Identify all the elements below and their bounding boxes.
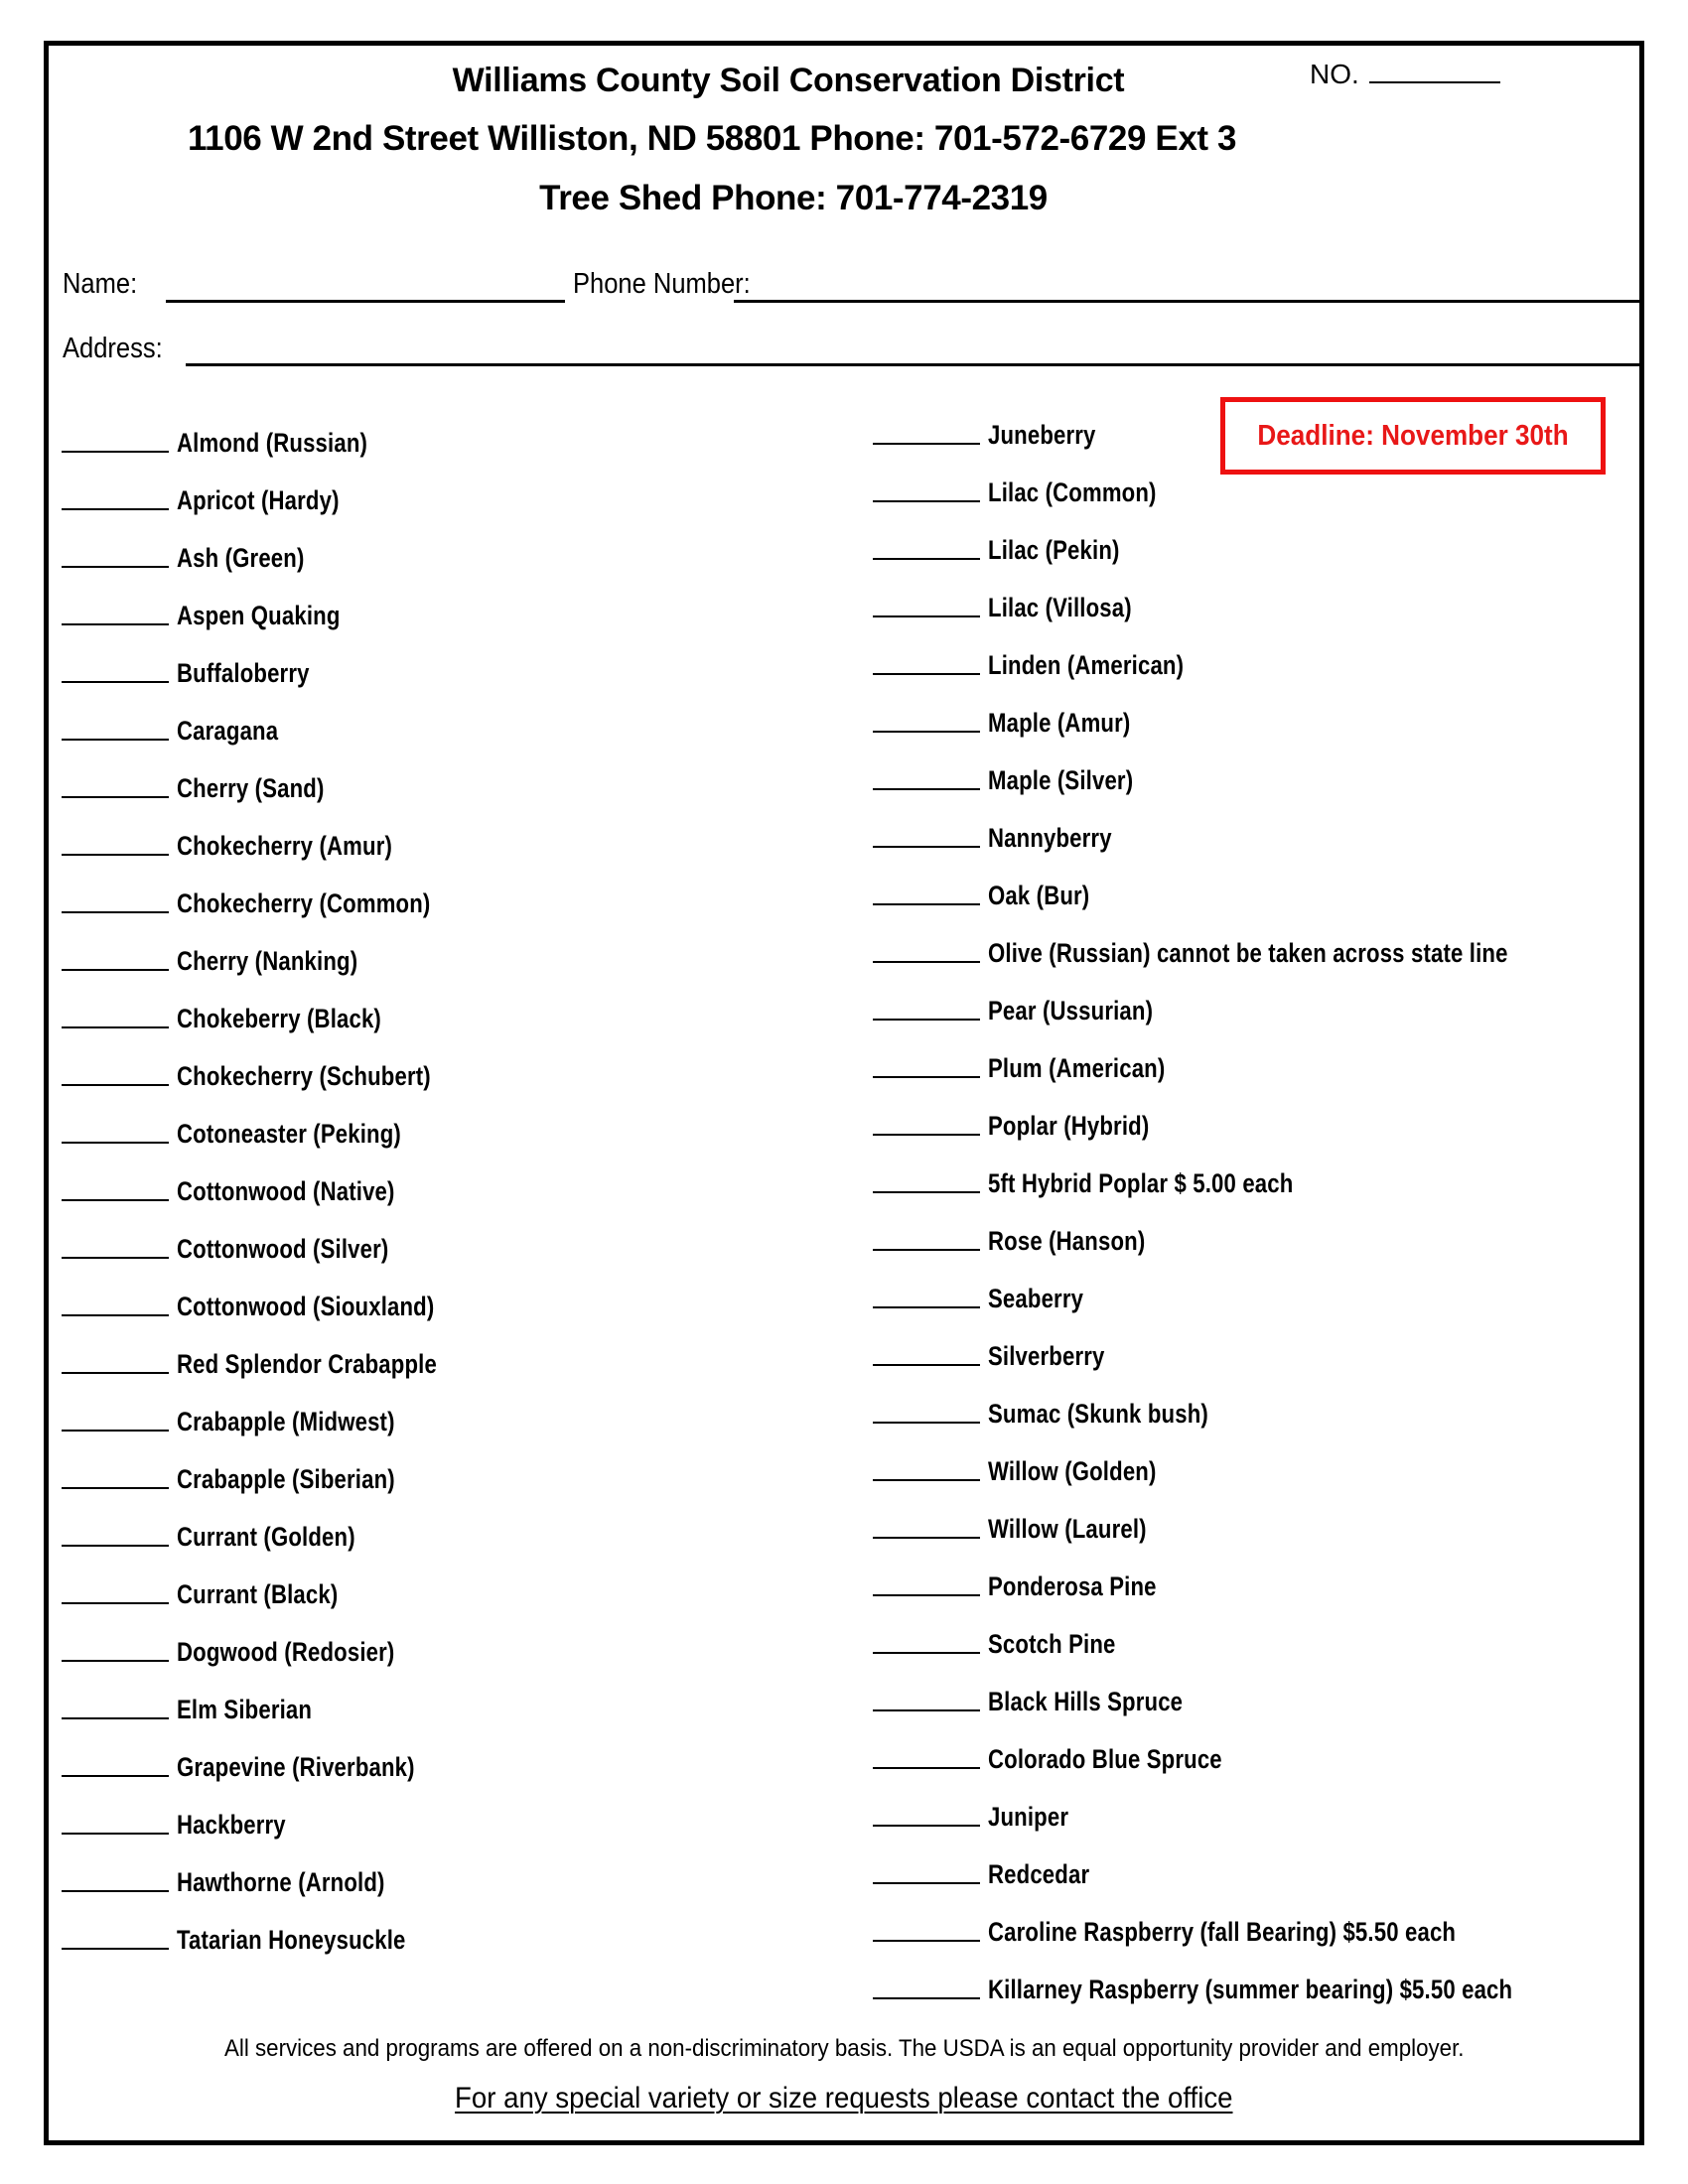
list-item [873,411,1119,451]
quantity-field[interactable] [873,1076,980,1078]
quantity-field[interactable] [873,788,980,790]
quantity-field[interactable] [873,1767,980,1769]
tree-shed-phone: Tree Shed Phone: 701-774-2319 [539,179,1048,217]
deadline-text: Deadline: November 30th [1257,419,1569,452]
list-item [62,880,487,919]
list-item [873,699,1162,739]
quantity-field[interactable] [62,681,169,683]
quantity-field[interactable] [62,1775,169,1777]
item-label: Lilac (Villosa) [988,593,1132,622]
list-item [62,534,333,574]
item-label: Redcedar [988,1859,1090,1889]
quantity-field[interactable] [873,615,980,617]
item-label: Hawthorne (Arnold) [177,1867,385,1897]
item-label: Cherry (Nanking) [177,946,358,976]
item-label: Chokecherry (Schubert) [177,1061,431,1091]
item-label: Sumac (Skunk bush) [988,1399,1208,1429]
list-item [873,814,1139,854]
list-item [873,1102,1185,1142]
quantity-field[interactable] [873,1594,980,1596]
item-label: Pear (Ussurian) [988,996,1154,1025]
item-label: Currant (Golden) [177,1522,355,1552]
item-label: Willow (Golden) [988,1456,1157,1486]
list-item [62,1858,431,1898]
address-field[interactable] [186,363,1641,366]
quantity-field[interactable] [873,1825,980,1827]
item-label: Chokeberry (Black) [177,1004,381,1033]
quantity-field[interactable] [62,1717,169,1719]
item-label: Almond (Russian) [177,428,368,458]
quantity-field[interactable] [873,558,980,560]
quantity-field[interactable] [873,1019,980,1021]
quantity-field[interactable] [873,1306,980,1308]
quantity-field[interactable] [62,1545,169,1547]
item-label: Poplar (Hybrid) [988,1111,1150,1141]
list-item [62,1167,443,1207]
quantity-field[interactable] [62,1257,169,1259]
item-label: Olive (Russian) cannot be taken across state line [988,938,1508,968]
item-label: Lilac (Common) [988,478,1157,507]
item-label: Tatarian Honeysuckle [177,1925,406,1955]
address-label: Address: [63,333,163,364]
list-item [873,1505,1182,1545]
quantity-field[interactable] [873,1882,980,1884]
list-item [873,1563,1194,1602]
name-field[interactable] [166,300,565,303]
item-label: Oak (Bur) [988,881,1090,910]
item-label: Cotoneaster (Peking) [177,1119,401,1149]
list-item [62,477,375,516]
order-form [44,41,1644,2145]
quantity-field[interactable] [62,911,169,913]
item-label: Killarney Raspberry (summer bearing) $5.50 each [988,1975,1513,2004]
list-item [62,1686,342,1725]
item-label: Ash (Green) [177,543,305,573]
quantity-field[interactable] [873,1364,980,1366]
special-requests-note [49,2082,1639,2116]
quantity-field[interactable] [62,566,169,568]
quantity-field[interactable] [62,1199,169,1201]
quantity-field[interactable] [873,961,980,963]
item-label: Plum (American) [988,1053,1166,1083]
list-item [62,419,409,459]
item-label: Caragana [177,716,279,746]
list-item [873,1332,1130,1372]
item-label: Linden (American) [988,650,1185,680]
list-item [62,592,376,631]
list-item [873,1908,1559,1948]
item-label: Crabapple (Siberian) [177,1464,395,1494]
item-label: Chokecherry (Common) [177,888,431,918]
list-item [873,756,1165,796]
quantity-field[interactable] [873,1191,980,1193]
list-item [62,1283,491,1322]
name-label: Name: [63,268,138,300]
list-item [873,1966,1627,2005]
list-item [62,707,301,747]
quantity-field[interactable] [62,1026,169,1028]
item-label: Elm Siberian [177,1695,313,1724]
quantity-field[interactable] [62,1660,169,1662]
list-item [62,1455,443,1495]
quantity-field[interactable] [62,739,169,741]
quantity-field[interactable] [62,1084,169,1086]
list-item [873,526,1149,566]
quantity-field[interactable] [62,451,169,453]
quantity-field[interactable] [62,1833,169,1835]
list-item [62,1340,493,1380]
quantity-field[interactable] [873,731,980,733]
quantity-field[interactable] [873,1537,980,1539]
item-label: Apricot (Hardy) [177,485,340,515]
item-label: Cherry (Sand) [177,773,325,803]
special-requests-text: For any special variety or size requests please contact the office [455,2082,1233,2115]
list-item [873,1390,1257,1430]
form-number [1310,59,1500,90]
list-item [873,1735,1274,1775]
quantity-field[interactable] [62,1948,169,1950]
form-number-field[interactable] [1369,62,1500,83]
eeo-statement [49,2035,1639,2063]
item-label: Black Hills Spruce [988,1687,1184,1716]
list-item [873,1217,1180,1257]
list-item [873,1678,1225,1717]
list-item [873,641,1226,681]
list-item [873,584,1164,623]
item-label: Lilac (Pekin) [988,535,1120,565]
form-number-label: NO. [1310,59,1359,89]
quantity-field[interactable] [62,623,169,625]
list-item [62,1398,443,1437]
list-item [62,1052,487,1092]
list-item [62,1801,310,1841]
district-title: Williams County Soil Conservation District [452,62,1125,99]
item-label: Dogwood (Redosier) [177,1637,395,1667]
list-item [873,929,1622,969]
item-label: Cottonwood (Silver) [177,1234,389,1264]
phone-field[interactable] [734,300,1641,303]
quantity-field[interactable] [873,443,980,445]
list-item [62,1110,451,1150]
quantity-field[interactable] [62,1372,169,1374]
item-label: Red Splendor Crabapple [177,1349,437,1379]
item-label: Caroline Raspberry (fall Bearing) $5.50 each [988,1917,1457,1947]
quantity-field[interactable] [62,1314,169,1316]
list-item [873,1160,1360,1199]
quantity-field[interactable] [62,1602,169,1604]
phone-label: Phone Number: [573,268,751,300]
list-item [62,1628,443,1668]
quantity-field[interactable] [873,1997,980,1999]
item-label: Juneberry [988,420,1096,450]
quantity-field[interactable] [62,1142,169,1144]
list-item [873,872,1112,911]
list-item [62,1916,456,1956]
item-label: Aspen Quaking [177,601,341,630]
item-label: Willow (Laurel) [988,1514,1147,1544]
list-item [62,822,440,862]
list-item [62,649,339,689]
item-label: Rose (Hanson) [988,1226,1146,1256]
item-label: Maple (Silver) [988,765,1134,795]
quantity-field[interactable] [873,846,980,848]
quantity-field[interactable] [873,1709,980,1711]
list-item [62,937,397,977]
quantity-field[interactable] [873,1422,980,1424]
quantity-field[interactable] [62,854,169,856]
item-label: Chokecherry (Amur) [177,831,393,861]
list-item [873,1447,1194,1487]
list-item [62,1225,435,1265]
quantity-field[interactable] [873,1940,980,1942]
eeo-statement-text: All services and programs are offered on a non-discriminatory basis. The USDA is an equal opportunity provider and employer. [223,2035,1465,2062]
item-label: Maple (Amur) [988,708,1131,738]
item-label: Ponderosa Pine [988,1571,1157,1601]
deadline-notice [1220,397,1606,475]
item-label: Nannyberry [988,823,1112,853]
item-label: Colorado Blue Spruce [988,1744,1222,1774]
list-item [873,1850,1112,1890]
quantity-field[interactable] [873,500,980,502]
item-label: Currant (Black) [177,1579,339,1609]
quantity-field[interactable] [62,508,169,510]
quantity-field[interactable] [873,1134,980,1136]
list-item [62,1743,467,1783]
item-label: Scotch Pine [988,1629,1116,1659]
list-item [873,1275,1104,1314]
list-item [873,1793,1086,1833]
item-label: 5ft Hybrid Poplar $ 5.00 each [988,1168,1294,1198]
item-label: Buffaloberry [177,658,310,688]
item-label: Silverberry [988,1341,1105,1371]
item-label: Juniper [988,1802,1069,1832]
quantity-field[interactable] [62,969,169,971]
office-address: 1106 W 2nd Street Williston, ND 58801 Phone: 701-572-6729 Ext 3 [188,119,1237,158]
list-item [62,1513,394,1553]
list-item [873,1620,1144,1660]
quantity-field[interactable] [873,1479,980,1481]
list-item [62,764,356,804]
list-item [62,995,426,1034]
item-label: Hackberry [177,1810,286,1840]
quantity-field[interactable] [62,796,169,798]
quantity-field[interactable] [873,903,980,905]
item-label: Cottonwood (Siouxland) [177,1292,435,1321]
item-label: Seaberry [988,1284,1084,1313]
list-item [873,987,1190,1026]
item-label: Crabapple (Midwest) [177,1407,395,1436]
item-label: Grapevine (Riverbank) [177,1752,415,1782]
quantity-field[interactable] [62,1487,169,1489]
quantity-field[interactable] [873,1652,980,1654]
list-item [62,1570,373,1610]
quantity-field[interactable] [873,673,980,675]
list-item [873,469,1194,508]
quantity-field[interactable] [62,1430,169,1432]
quantity-field[interactable] [62,1890,169,1892]
item-label: Cottonwood (Native) [177,1176,395,1206]
quantity-field[interactable] [873,1249,980,1251]
list-item [873,1044,1204,1084]
